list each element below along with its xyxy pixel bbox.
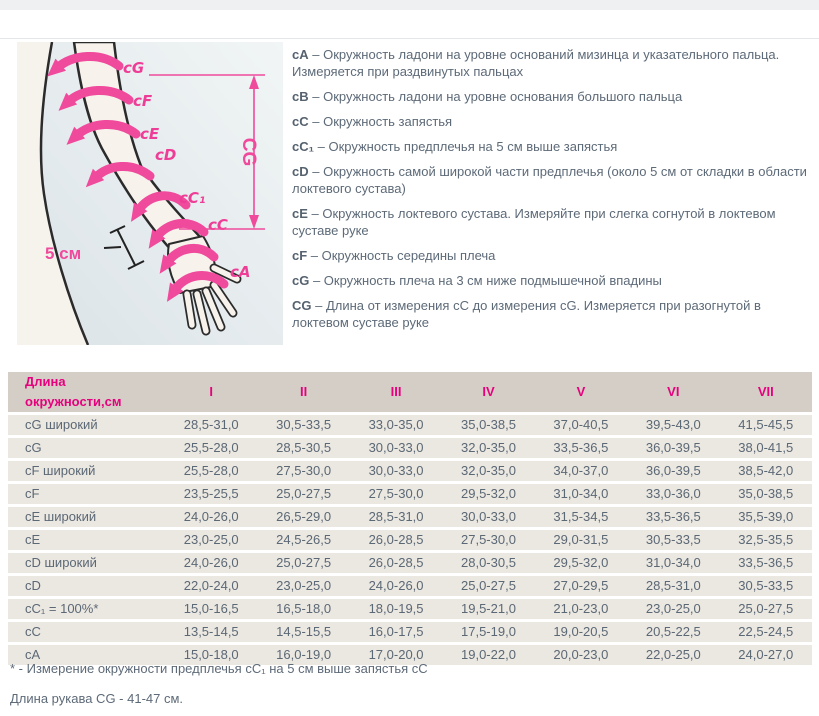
legend-term: cB [292, 89, 309, 104]
size-range-cell: 36,0-39,5 [627, 461, 719, 481]
label-cF: cF [133, 92, 153, 110]
size-range-cell: 25,5-28,0 [165, 438, 257, 458]
label-cG: cG [123, 59, 145, 77]
size-range-cell: 33,5-36,5 [627, 507, 719, 527]
footnote-asterisk: * - Измерение окружности предплечья cC₁ на 5 см выше запястья cC [10, 661, 428, 676]
size-range-cell: 32,0-35,0 [442, 461, 534, 481]
table-row [8, 576, 812, 596]
legend-item [292, 272, 815, 289]
size-range-cell: 23,5-25,5 [165, 484, 257, 504]
row-label: cF широкий [8, 461, 165, 481]
size-table-header-row [8, 372, 812, 412]
size-range-cell: 19,0-22,0 [442, 645, 534, 665]
legend-term: cA [292, 47, 309, 62]
size-range-cell: 30,0-33,0 [350, 438, 442, 458]
legend-text: – Окружность плеча на 3 см ниже подмышечной впадины [309, 273, 662, 288]
label-CG-length: CG [238, 137, 259, 167]
column-header-size-IV: IV [442, 372, 534, 412]
size-range-cell: 22,0-24,0 [165, 576, 257, 596]
legend-term: cE [292, 206, 308, 221]
size-range-cell: 18,0-19,5 [350, 599, 442, 619]
size-range-cell: 31,0-34,0 [535, 484, 627, 504]
size-range-cell: 34,0-37,0 [535, 461, 627, 481]
legend-text: – Окружность локтевого сустава. Измеряйте при слегка согнутой в локтевом суставе руке [292, 206, 776, 238]
size-range-cell: 20,5-22,5 [627, 622, 719, 642]
row-label: cF [8, 484, 165, 504]
label-cC1: cC₁ [179, 189, 206, 207]
size-range-cell: 31,5-34,5 [535, 507, 627, 527]
size-range-cell: 31,0-34,0 [627, 553, 719, 573]
table-row [8, 461, 812, 481]
size-range-cell: 28,5-31,0 [627, 576, 719, 596]
size-range-cell: 23,0-25,0 [257, 576, 349, 596]
row-label: cE [8, 530, 165, 550]
size-range-cell: 28,5-31,0 [350, 507, 442, 527]
size-range-cell: 17,5-19,0 [442, 622, 534, 642]
legend-text: – Окружность предплечья на 5 см выше запястья [314, 139, 618, 154]
size-range-cell: 27,5-30,0 [257, 461, 349, 481]
size-range-cell: 35,0-38,5 [442, 415, 534, 435]
size-range-cell: 38,5-42,0 [720, 461, 812, 481]
size-range-cell: 37,0-40,5 [535, 415, 627, 435]
size-range-cell: 33,0-36,0 [627, 484, 719, 504]
legend-item [292, 46, 815, 80]
legend-term: cD [292, 164, 309, 179]
table-row [8, 599, 812, 619]
table-row [8, 553, 812, 573]
label-cD: cD [155, 146, 177, 164]
size-range-cell: 15,0-16,5 [165, 599, 257, 619]
legend-term: CG [292, 298, 312, 313]
size-range-cell: 13,5-14,5 [165, 622, 257, 642]
size-range-cell: 32,5-35,5 [720, 530, 812, 550]
row-label: cD [8, 576, 165, 596]
label-cA: cA [230, 263, 251, 281]
column-header-size-VI: VI [627, 372, 719, 412]
legend-item [292, 88, 815, 105]
size-range-cell: 29,0-31,5 [535, 530, 627, 550]
column-header-size-V: V [535, 372, 627, 412]
legend-term: cG [292, 273, 310, 288]
size-range-cell: 35,5-39,0 [720, 507, 812, 527]
size-range-cell: 25,0-27,5 [442, 576, 534, 596]
size-range-cell: 25,5-28,0 [165, 461, 257, 481]
row-label: cE широкий [8, 507, 165, 527]
legend-text: – Окружность запястья [308, 114, 453, 129]
size-range-cell: 24,0-26,0 [350, 576, 442, 596]
size-range-cell: 33,5-36,5 [535, 438, 627, 458]
size-range-cell: 24,0-26,0 [165, 507, 257, 527]
size-range-cell: 25,0-27,5 [257, 484, 349, 504]
table-row [8, 438, 812, 458]
column-header-label: Длина окружности,см [8, 372, 165, 412]
legend-item [292, 247, 815, 264]
size-range-cell: 29,5-32,0 [442, 484, 534, 504]
column-header-size-II: II [257, 372, 349, 412]
size-range-cell: 25,0-27,5 [720, 599, 812, 619]
size-range-cell: 35,0-38,5 [720, 484, 812, 504]
table-row [8, 622, 812, 642]
legend-text: – Окружность ладони на уровне основания большого пальца [308, 89, 683, 104]
size-range-cell: 25,0-27,5 [257, 553, 349, 573]
column-header-size-III: III [350, 372, 442, 412]
size-range-cell: 26,0-28,5 [350, 530, 442, 550]
label-cE: cE [140, 125, 160, 143]
size-range-cell: 14,5-15,5 [257, 622, 349, 642]
size-table [8, 369, 812, 668]
size-range-cell: 39,5-43,0 [627, 415, 719, 435]
size-range-cell: 24,0-27,0 [720, 645, 812, 665]
legend-term: cC [292, 114, 309, 129]
size-range-cell: 20,0-23,0 [535, 645, 627, 665]
legend-item [292, 205, 815, 239]
arm-measurement-diagram [17, 42, 283, 345]
size-range-cell: 28,0-30,5 [442, 553, 534, 573]
measurement-legend [292, 46, 815, 339]
size-range-cell: 16,0-17,5 [350, 622, 442, 642]
size-range-cell: 24,5-26,5 [257, 530, 349, 550]
table-row [8, 530, 812, 550]
table-row [8, 484, 812, 504]
size-range-cell: 27,5-30,0 [442, 530, 534, 550]
size-range-cell: 23,0-25,0 [165, 530, 257, 550]
row-label: cG широкий [8, 415, 165, 435]
size-range-cell: 22,5-24,5 [720, 622, 812, 642]
size-range-cell: 24,0-26,0 [165, 553, 257, 573]
size-range-cell: 30,5-33,5 [627, 530, 719, 550]
size-range-cell: 26,0-28,5 [350, 553, 442, 573]
legend-item [292, 163, 815, 197]
legend-item [292, 138, 815, 155]
legend-text: – Длина от измерения cC до измерения cG. Измеряется при разогнутой в локтевом суставе руке [292, 298, 761, 330]
size-range-cell: 19,5-21,0 [442, 599, 534, 619]
column-header-size-I: I [165, 372, 257, 412]
size-range-cell: 22,0-25,0 [627, 645, 719, 665]
size-range-cell: 17,0-20,0 [350, 645, 442, 665]
legend-item [292, 113, 815, 130]
size-range-cell: 30,5-33,5 [257, 415, 349, 435]
row-label: cC [8, 622, 165, 642]
table-row [8, 507, 812, 527]
size-range-cell: 33,0-35,0 [350, 415, 442, 435]
size-range-cell: 28,5-31,0 [165, 415, 257, 435]
size-range-cell: 33,5-36,5 [720, 553, 812, 573]
size-table-body [8, 415, 812, 665]
size-range-cell: 28,5-30,5 [257, 438, 349, 458]
size-range-cell: 30,0-33,0 [350, 461, 442, 481]
size-range-cell: 32,0-35,0 [442, 438, 534, 458]
column-header-size-VII: VII [720, 372, 812, 412]
row-label: cA [8, 645, 165, 665]
row-label: cG [8, 438, 165, 458]
size-table-container [8, 369, 812, 668]
label-5cm: 5 см [45, 244, 82, 263]
horizontal-divider [0, 38, 819, 39]
legend-text: – Окружность самой широкой части предплечья (около 5 см от складки в области локтевого сустава) [292, 164, 807, 196]
legend-text: – Окружность середины плеча [307, 248, 496, 263]
size-range-cell: 27,5-30,0 [350, 484, 442, 504]
size-range-cell: 30,5-33,5 [720, 576, 812, 596]
size-range-cell: 27,0-29,5 [535, 576, 627, 596]
legend-item [292, 297, 815, 331]
size-range-cell: 19,0-20,5 [535, 622, 627, 642]
top-strip [0, 0, 819, 10]
size-range-cell: 38,0-41,5 [720, 438, 812, 458]
legend-term: cC₁ [292, 139, 314, 154]
size-range-cell: 15,0-18,0 [165, 645, 257, 665]
label-cC: cC [208, 216, 228, 234]
size-range-cell: 16,5-18,0 [257, 599, 349, 619]
table-row [8, 415, 812, 435]
size-range-cell: 29,5-32,0 [535, 553, 627, 573]
legend-term: cF [292, 248, 308, 263]
size-range-cell: 21,0-23,0 [535, 599, 627, 619]
size-range-cell: 36,0-39,5 [627, 438, 719, 458]
size-range-cell: 16,0-19,0 [257, 645, 349, 665]
size-range-cell: 23,0-25,0 [627, 599, 719, 619]
row-label: cD широкий [8, 553, 165, 573]
size-range-cell: 30,0-33,0 [442, 507, 534, 527]
size-range-cell: 41,5-45,5 [720, 415, 812, 435]
row-label: cC₁ = 100%* [8, 599, 165, 619]
legend-text: – Окружность ладони на уровне оснований мизинца и указательного пальца. Измеряется при раздвинутых пальцах [292, 47, 780, 79]
footnote-sleeve-length: Длина рукава CG - 41-47 см. [10, 691, 184, 706]
size-range-cell: 26,5-29,0 [257, 507, 349, 527]
